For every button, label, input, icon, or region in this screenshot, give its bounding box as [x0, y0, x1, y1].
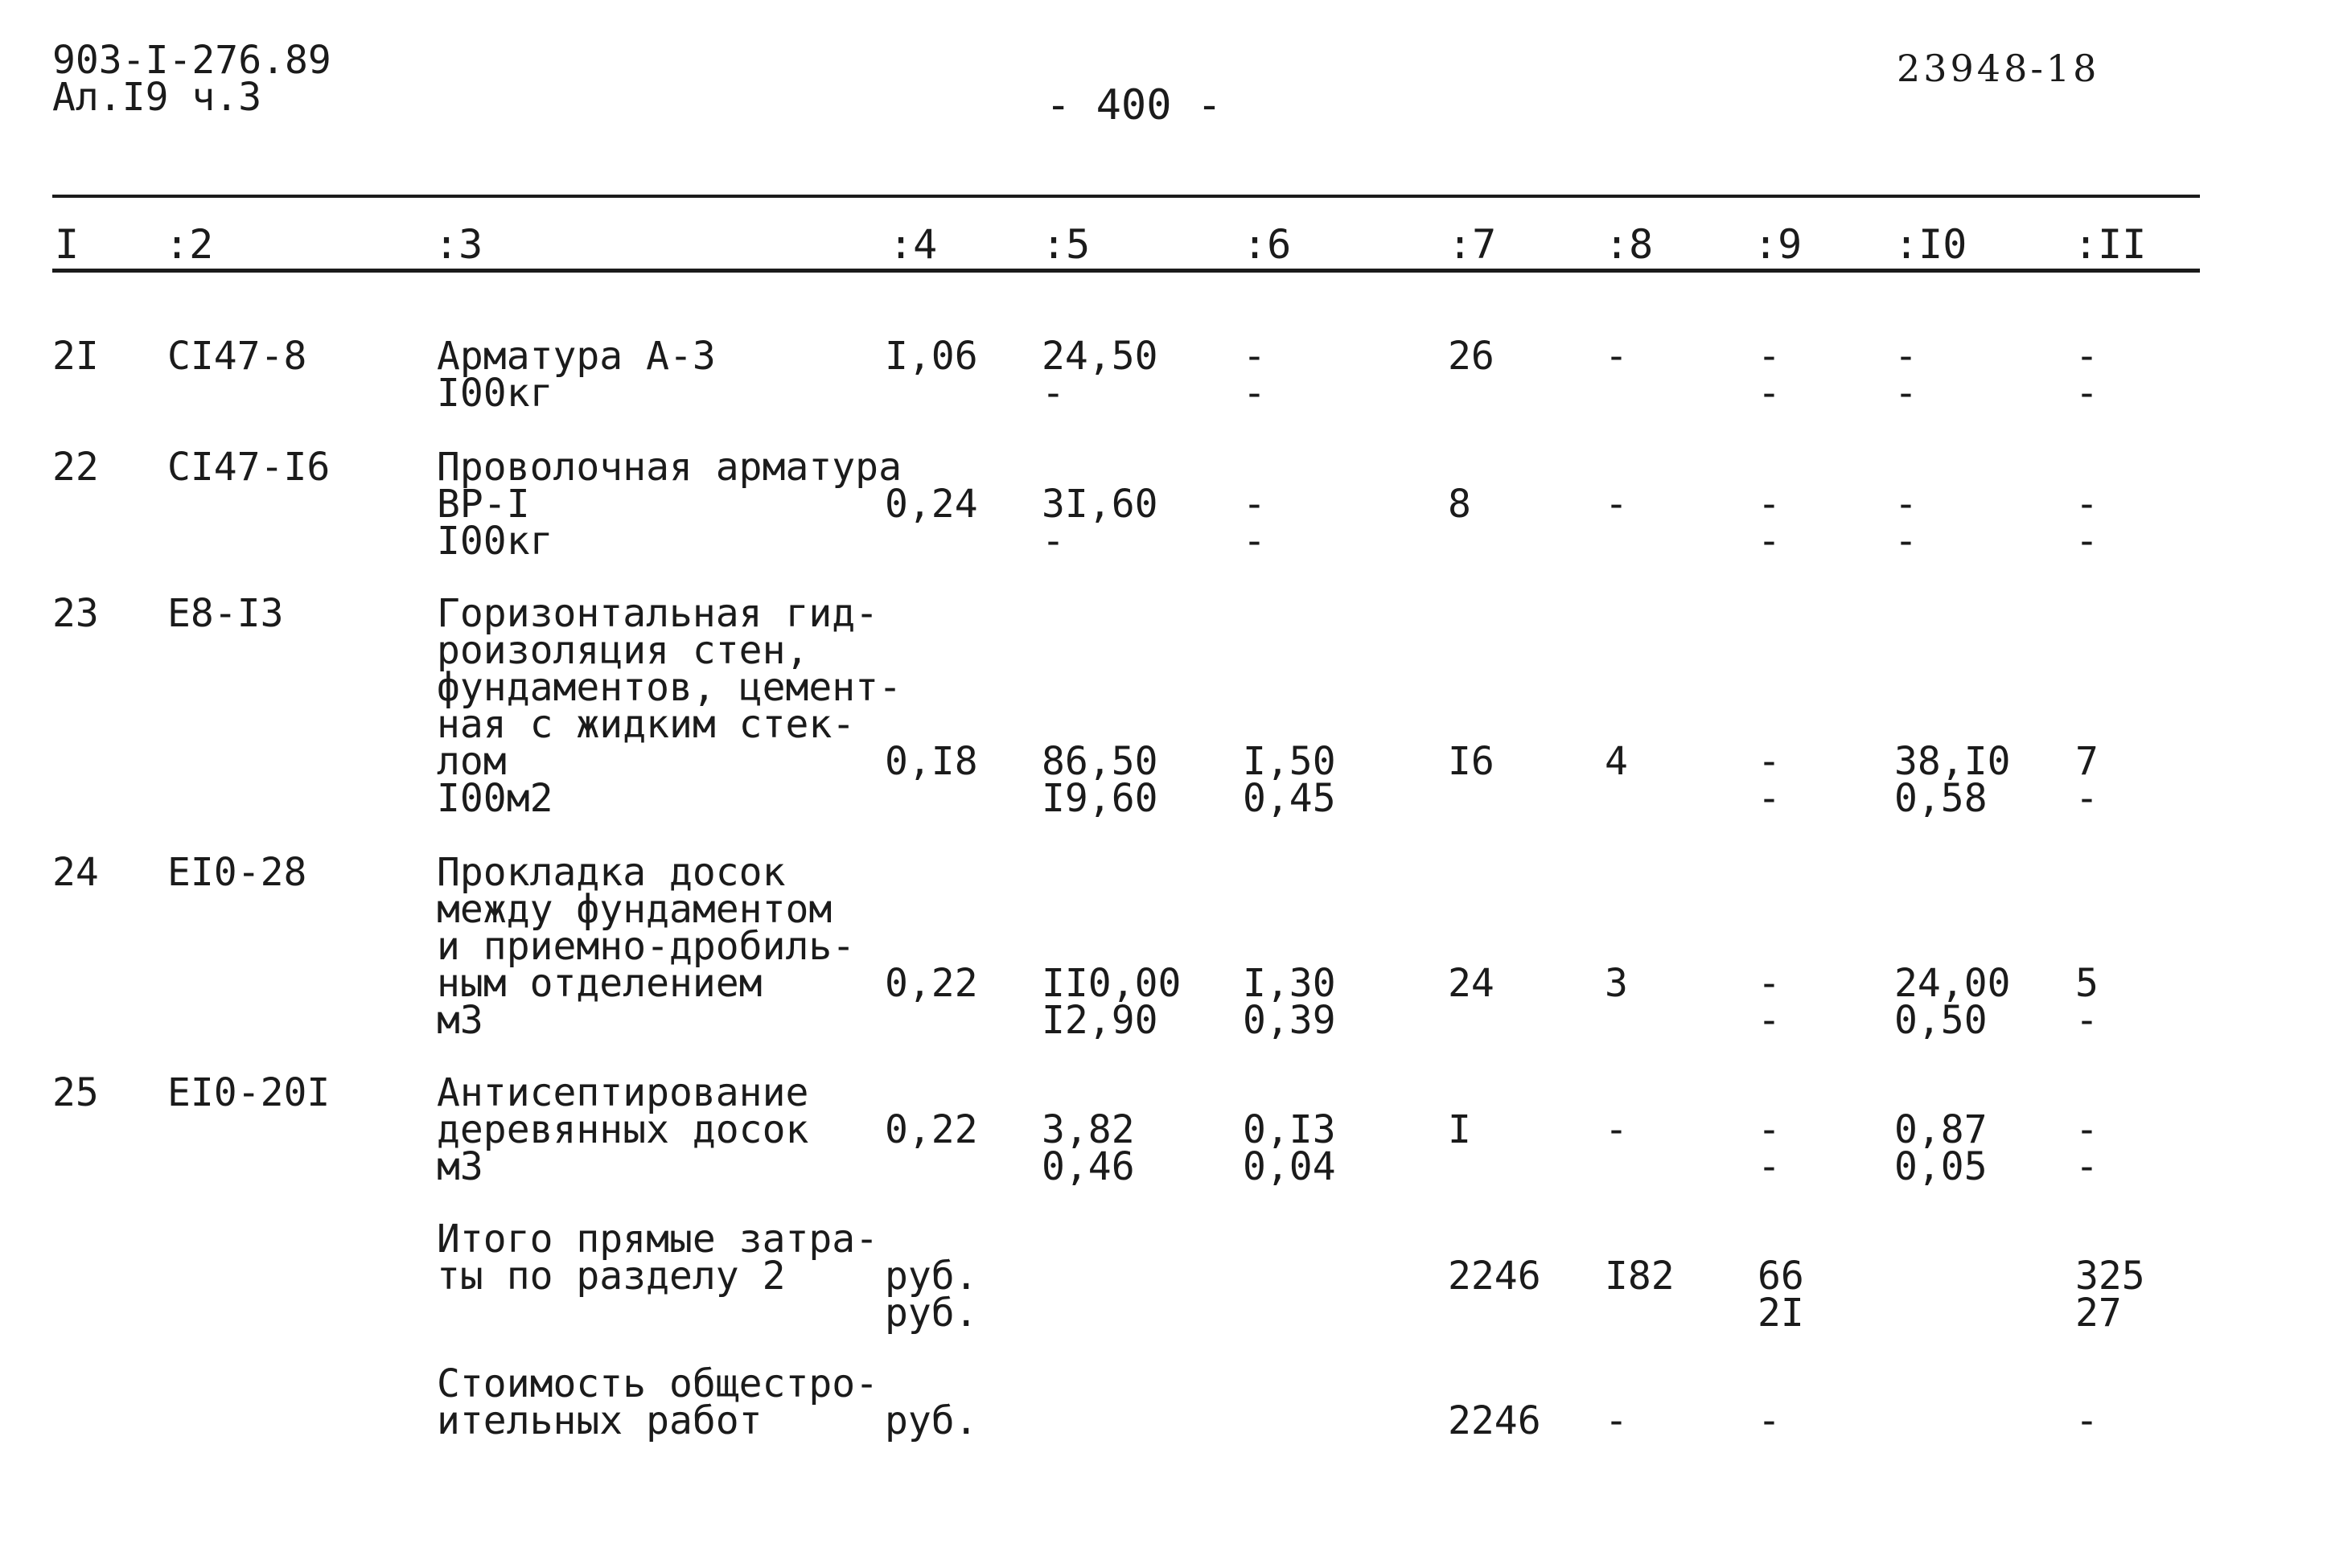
column-header-3: :3: [434, 221, 483, 268]
row-24-name: Прокладка досок между фундаментом и приемно-дробиль- ным отделением м3: [437, 850, 856, 1043]
total-direct-costs-col11: 325 27: [2075, 1254, 2145, 1336]
row-25-qty: 0,22: [885, 1107, 978, 1152]
row-23-code: Е8-I3: [167, 591, 284, 636]
total-direct-costs-label: Итого прямые затра- ты по разделу 2: [437, 1217, 879, 1299]
general-works-cost-col9: -: [1758, 1398, 1781, 1443]
general-works-cost-label: Стоимость общестро- ительных работ: [437, 1361, 879, 1443]
row-25-col10: 0,87 0,05: [1894, 1107, 1988, 1189]
column-header-11: :II: [2074, 221, 2147, 268]
row-22-code: CI47-I6: [167, 445, 331, 490]
row-21-col5: 24,50 -: [1042, 334, 1158, 416]
stamp-number: 23948-18: [1897, 47, 2100, 90]
column-header-5: :5: [1042, 221, 1091, 268]
row-24-col11: 5 -: [2075, 961, 2099, 1043]
row-24-col10: 24,00 0,50: [1894, 961, 2011, 1043]
row-24-qty: 0,22: [885, 961, 978, 1006]
general-works-cost-col11: -: [2075, 1398, 2099, 1443]
row-21-name: Арматура А-3 I00кг: [437, 334, 716, 416]
row-23-col5: 86,50 I9,60: [1042, 739, 1158, 821]
page-number: - 400 -: [1046, 81, 1223, 129]
row-23-number: 23: [52, 591, 99, 636]
row-25-col9: - -: [1758, 1107, 1781, 1189]
row-22-name: Проволочная арматура ВР-I I00кг: [437, 445, 902, 564]
row-23-col8: 4: [1605, 739, 1628, 784]
column-header-2: :2: [165, 221, 214, 268]
row-24-code: ЕI0-28: [167, 850, 307, 895]
row-21-code: CI47-8: [167, 334, 307, 379]
row-25-col5: 3,82 0,46: [1042, 1107, 1135, 1189]
row-24-col7: 24: [1448, 961, 1494, 1006]
row-22-qty: 0,24: [885, 482, 978, 527]
column-header-1: I: [55, 221, 80, 268]
doc-code: 903-I-276.89: [52, 38, 331, 83]
row-24-col9: - -: [1758, 961, 1781, 1043]
row-25-number: 25: [52, 1070, 99, 1115]
row-22-col7: 8: [1448, 482, 1471, 527]
row-25-name: Антисептирование деревянных досок м3: [437, 1070, 809, 1189]
row-21-col7: 26: [1448, 334, 1494, 379]
row-25-col8: -: [1605, 1107, 1628, 1152]
header-rule: [52, 269, 2200, 273]
column-header-4: :4: [889, 221, 938, 268]
row-24-col6: I,30 0,39: [1243, 961, 1336, 1043]
row-21-col10: - -: [1894, 334, 1918, 416]
row-22-col6: - -: [1243, 482, 1266, 564]
total-direct-costs-col8: I82: [1605, 1254, 1675, 1299]
general-works-cost-col7: 2246: [1448, 1398, 1541, 1443]
row-25-col11: - -: [2075, 1107, 2099, 1189]
row-22-number: 22: [52, 445, 99, 490]
general-works-cost-col8: -: [1605, 1398, 1628, 1443]
row-21-col6: - -: [1243, 334, 1266, 416]
row-21-number: 2I: [52, 334, 99, 379]
row-21-col8: -: [1605, 334, 1628, 379]
column-header-9: :9: [1753, 221, 1803, 268]
column-header-10: :I0: [1894, 221, 1967, 268]
row-24-number: 24: [52, 850, 99, 895]
row-25-code: ЕI0-20I: [167, 1070, 331, 1115]
top-rule: [52, 195, 2200, 198]
row-23-col7: I6: [1448, 739, 1494, 784]
column-header-8: :8: [1605, 221, 1654, 268]
column-header-6: :6: [1243, 221, 1292, 268]
total-direct-costs-col7: 2246: [1448, 1254, 1541, 1299]
row-24-col8: 3: [1605, 961, 1628, 1006]
row-22-col9: - -: [1758, 482, 1781, 564]
row-22-col10: - -: [1894, 482, 1918, 564]
row-25-col6: 0,I3 0,04: [1243, 1107, 1336, 1189]
row-22-col11: - -: [2075, 482, 2099, 564]
row-23-col10: 38,I0 0,58: [1894, 739, 2011, 821]
row-23-col6: I,50 0,45: [1243, 739, 1336, 821]
row-22-col5: 3I,60 -: [1042, 482, 1158, 564]
row-21-qty: I,06: [885, 334, 978, 379]
row-23-col11: 7 -: [2075, 739, 2099, 821]
row-21-col11: - -: [2075, 334, 2099, 416]
row-22-col8: -: [1605, 482, 1628, 527]
row-25-col7: I: [1448, 1107, 1471, 1152]
row-24-col5: II0,00 I2,90: [1042, 961, 1182, 1043]
total-direct-costs-unit: руб. руб.: [885, 1254, 978, 1336]
column-header-7: :7: [1448, 221, 1497, 268]
row-23-col9: - -: [1758, 739, 1781, 821]
row-23-name: Горизонтальная гид- роизоляция стен, фундаментов, цемент- ная с жидким стек- лом I00м2: [437, 591, 902, 821]
row-21-col9: - -: [1758, 334, 1781, 416]
general-works-cost-unit: руб.: [885, 1398, 978, 1443]
total-direct-costs-col9: 66 2I: [1758, 1254, 1804, 1336]
row-23-qty: 0,I8: [885, 739, 978, 784]
sheet-reference: Ал.I9 ч.3: [52, 75, 262, 120]
